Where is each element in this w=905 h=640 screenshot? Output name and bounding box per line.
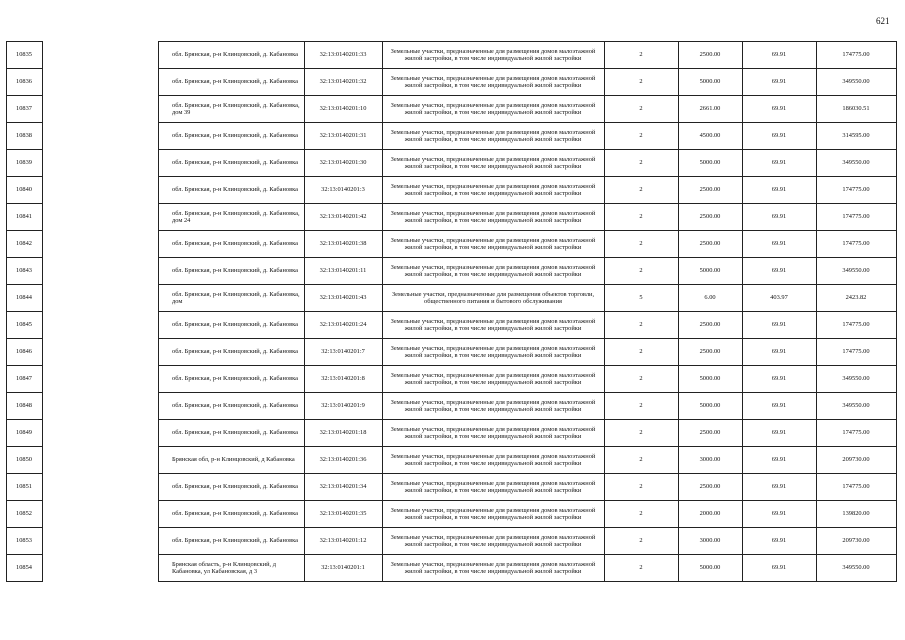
category-cell: 5: [639, 294, 643, 301]
table-row: [0, 473, 905, 500]
land-use-description-cell: Земельные участки, предназначенные для размещения домов малоэтажной жилой застройки, в том числе индивидуальной жилой застройки: [390, 47, 596, 62]
specific-value-cell: 69.91: [771, 51, 787, 58]
specific-value-cell: 69.91: [771, 402, 787, 409]
row-number: 10849: [16, 429, 32, 436]
category-cell: 2: [639, 321, 643, 328]
area-cell: 2500.00: [699, 348, 721, 355]
table-border: [6, 419, 43, 420]
table-border: [158, 284, 897, 285]
row-number: 10843: [16, 267, 32, 274]
table-border: [158, 95, 897, 96]
table-border: [6, 95, 43, 96]
cadastral-number-cell: 32:13:0140201:3: [321, 186, 365, 193]
table-row: [0, 122, 905, 149]
category-cell: 2: [639, 132, 643, 139]
table-row: [0, 149, 905, 176]
cadastral-value-cell: 349550.00: [842, 78, 870, 85]
table-row: [0, 500, 905, 527]
row-number: 10851: [16, 483, 32, 490]
category-cell: 2: [639, 51, 643, 58]
cadastral-value-cell: 174775.00: [842, 186, 870, 193]
address-cell: обл. Брянская, р-н Клинцовский, д. Кабановка: [172, 51, 298, 58]
address-cell: Брянская область, р-н Клинцовский, д Кабановка, ул Кабановская, д 3: [172, 560, 276, 575]
cadastral-value-cell: 209730.00: [842, 537, 870, 544]
area-cell: 2500.00: [699, 321, 721, 328]
table-border: [6, 203, 43, 204]
area-cell: 2500.00: [699, 240, 721, 247]
specific-value-cell: 69.91: [771, 456, 787, 463]
cadastral-value-cell: 349550.00: [842, 375, 870, 382]
table-row: [0, 392, 905, 419]
cadastral-value-cell: 174775.00: [842, 429, 870, 436]
cadastral-value-cell: 349550.00: [842, 402, 870, 409]
table-border: [6, 473, 43, 474]
address-cell: обл. Брянская, р-н Клинцовский, д. Кабановка: [172, 321, 298, 328]
cadastral-number-cell: 32:13:0140201:42: [319, 213, 367, 220]
cadastral-value-cell: 174775.00: [842, 321, 870, 328]
area-cell: 5000.00: [699, 78, 721, 85]
area-cell: 5000.00: [699, 267, 721, 274]
area-cell: 2000.00: [699, 510, 721, 517]
table-border: [6, 446, 43, 447]
table-border: [158, 338, 897, 339]
land-use-description-cell: Земельные участки, предназначенные для размещения домов малоэтажной жилой застройки, в том числе индивидуальной жилой застройки: [390, 479, 596, 494]
specific-value-cell: 69.91: [771, 159, 787, 166]
address-cell: обл. Брянская, р-н Клинцовский, д. Кабановка, дом 39: [172, 101, 300, 116]
cadastral-number-cell: 32:13:0140201:24: [319, 321, 367, 328]
table-row: [0, 68, 905, 95]
category-cell: 2: [639, 240, 643, 247]
cadastral-value-cell: 349550.00: [842, 267, 870, 274]
table-row: [0, 446, 905, 473]
area-cell: 5000.00: [699, 564, 721, 571]
area-cell: 2500.00: [699, 213, 721, 220]
row-number: 10838: [16, 132, 32, 139]
cadastral-number-cell: 32:13:0140201:10: [319, 105, 367, 112]
table-border: [6, 149, 43, 150]
row-number: 10836: [16, 78, 32, 85]
table-border: [158, 527, 897, 528]
table-row: [0, 95, 905, 122]
area-cell: 2500.00: [699, 186, 721, 193]
cadastral-value-cell: 174775.00: [842, 348, 870, 355]
land-use-description-cell: Земельные участки, предназначенные для размещения домов малоэтажной жилой застройки, в том числе индивидуальной жилой застройки: [390, 236, 596, 251]
cadastral-number-cell: 32:13:0140201:32: [319, 78, 367, 85]
category-cell: 2: [639, 375, 643, 382]
row-number: 10847: [16, 375, 32, 382]
cadastral-value-cell: 314595.00: [842, 132, 870, 139]
cadastral-number-cell: 32:13:0140201:8: [321, 375, 365, 382]
specific-value-cell: 69.91: [771, 240, 787, 247]
land-use-description-cell: Земельные участки, предназначенные для размещения домов малоэтажной жилой застройки, в том числе индивидуальной жилой застройки: [390, 101, 596, 116]
land-use-description-cell: Земельные участки, предназначенные для размещения домов малоэтажной жилой застройки, в том числе индивидуальной жилой застройки: [390, 425, 596, 440]
category-cell: 2: [639, 267, 643, 274]
table-border: [158, 365, 897, 366]
table-border: [6, 554, 43, 555]
category-cell: 2: [639, 564, 643, 571]
cadastral-number-cell: 32:13:0140201:31: [319, 132, 367, 139]
specific-value-cell: 69.91: [771, 537, 787, 544]
cadastral-number-cell: 32:13:0140201:33: [319, 51, 367, 58]
table-border: [158, 392, 897, 393]
specific-value-cell: 69.91: [771, 132, 787, 139]
specific-value-cell: 69.91: [771, 78, 787, 85]
cadastral-value-cell: 2423.82: [845, 294, 867, 301]
table-border: [6, 41, 43, 42]
row-number: 10846: [16, 348, 32, 355]
address-cell: обл. Брянская, р-н Клинцовский, д. Кабановка: [172, 402, 298, 409]
address-cell: обл. Брянская, р-н Клинцовский, д. Кабановка, дом: [172, 290, 300, 305]
category-cell: 2: [639, 510, 643, 517]
address-cell: обл. Брянская, р-н Клинцовский, д. Кабановка: [172, 159, 298, 166]
land-use-description-cell: Земельные участки, предназначенные для размещения объектов торговли, общественного питания и бытового обслуживания: [391, 290, 595, 305]
table-border: [158, 311, 897, 312]
specific-value-cell: 69.91: [771, 348, 787, 355]
area-cell: 3000.00: [699, 456, 721, 463]
land-use-description-cell: Земельные участки, предназначенные для размещения домов малоэтажной жилой застройки, в том числе индивидуальной жилой застройки: [390, 560, 596, 575]
page-number: 621: [876, 16, 890, 26]
row-number: 10842: [16, 240, 32, 247]
table-row: [0, 203, 905, 230]
table-border: [6, 257, 43, 258]
category-cell: 2: [639, 402, 643, 409]
table-border: [158, 581, 897, 582]
category-cell: 2: [639, 456, 643, 463]
row-number: 10840: [16, 186, 32, 193]
land-use-description-cell: Земельные участки, предназначенные для размещения домов малоэтажной жилой застройки, в том числе индивидуальной жилой застройки: [390, 506, 596, 521]
area-cell: 5000.00: [699, 402, 721, 409]
cadastral-number-cell: 32:13:0140201:35: [319, 510, 367, 517]
specific-value-cell: 69.91: [771, 321, 787, 328]
specific-value-cell: 403.97: [770, 294, 788, 301]
address-cell: Брянская обл, р-н Клинцовский, д Кабановка: [172, 456, 295, 463]
cadastral-value-cell: 209730.00: [842, 456, 870, 463]
row-number: 10835: [16, 51, 32, 58]
table-border: [6, 500, 43, 501]
specific-value-cell: 69.91: [771, 213, 787, 220]
table-row: [0, 527, 905, 554]
cadastral-number-cell: 32:13:0140201:9: [321, 402, 365, 409]
cadastral-number-cell: 32:13:0140201:43: [319, 294, 367, 301]
specific-value-cell: 69.91: [771, 186, 787, 193]
land-use-description-cell: Земельные участки, предназначенные для размещения домов малоэтажной жилой застройки, в том числе индивидуальной жилой застройки: [390, 74, 596, 89]
category-cell: 2: [639, 537, 643, 544]
cadastral-value-cell: 349550.00: [842, 159, 870, 166]
table-border: [158, 554, 897, 555]
table-border: [158, 446, 897, 447]
table-border: [6, 284, 43, 285]
table-border: [6, 365, 43, 366]
area-cell: 2500.00: [699, 51, 721, 58]
table-border: [158, 122, 897, 123]
table-row: [0, 311, 905, 338]
land-use-description-cell: Земельные участки, предназначенные для размещения домов малоэтажной жилой застройки, в том числе индивидуальной жилой застройки: [390, 398, 596, 413]
area-cell: 2500.00: [699, 429, 721, 436]
table-border: [158, 176, 897, 177]
area-cell: 3000.00: [699, 537, 721, 544]
table-row: [0, 419, 905, 446]
table-row: [0, 365, 905, 392]
row-number: 10839: [16, 159, 32, 166]
address-cell: обл. Брянская, р-н Клинцовский, д. Кабановка, дом 24: [172, 209, 300, 224]
address-cell: обл. Брянская, р-н Клинцовский, д. Кабановка: [172, 537, 298, 544]
address-cell: обл. Брянская, р-н Клинцовский, д. Кабановка: [172, 240, 298, 247]
row-number: 10852: [16, 510, 32, 517]
cadastral-number-cell: 32:13:0140201:30: [319, 159, 367, 166]
specific-value-cell: 69.91: [771, 510, 787, 517]
table-border: [6, 311, 43, 312]
address-cell: обл. Брянская, р-н Клинцовский, д. Кабановка: [172, 483, 298, 490]
land-use-description-cell: Земельные участки, предназначенные для размещения домов малоэтажной жилой застройки, в том числе индивидуальной жилой застройки: [390, 182, 596, 197]
category-cell: 2: [639, 159, 643, 166]
specific-value-cell: 69.91: [771, 429, 787, 436]
table-border: [6, 527, 43, 528]
area-cell: 2500.00: [699, 483, 721, 490]
table-row: [0, 284, 905, 311]
row-number: 10841: [16, 213, 32, 220]
area-cell: 5000.00: [699, 159, 721, 166]
table-border: [6, 122, 43, 123]
table-border: [158, 500, 897, 501]
cadastral-value-cell: 174775.00: [842, 213, 870, 220]
table-border: [158, 419, 897, 420]
address-cell: обл. Брянская, р-н Клинцовский, д. Кабановка: [172, 132, 298, 139]
address-cell: обл. Брянская, р-н Клинцовский, д. Кабановка: [172, 267, 298, 274]
area-cell: 4500.00: [699, 132, 721, 139]
table-border: [158, 68, 897, 69]
table-row: [0, 176, 905, 203]
row-number: 10850: [16, 456, 32, 463]
cadastral-value-cell: 349550.00: [842, 564, 870, 571]
table-border: [158, 41, 897, 42]
category-cell: 2: [639, 348, 643, 355]
category-cell: 2: [639, 213, 643, 220]
cadastral-number-cell: 32:13:0140201:34: [319, 483, 367, 490]
row-number: 10853: [16, 537, 32, 544]
table-row: [0, 338, 905, 365]
land-use-description-cell: Земельные участки, предназначенные для размещения домов малоэтажной жилой застройки, в том числе индивидуальной жилой застройки: [390, 128, 596, 143]
land-use-description-cell: Земельные участки, предназначенные для размещения домов малоэтажной жилой застройки, в том числе индивидуальной жилой застройки: [390, 317, 596, 332]
category-cell: 2: [639, 105, 643, 112]
table-border: [6, 338, 43, 339]
table-border: [6, 581, 43, 582]
table-row: [0, 230, 905, 257]
land-use-description-cell: Земельные участки, предназначенные для размещения домов малоэтажной жилой застройки, в том числе индивидуальной жилой застройки: [390, 155, 596, 170]
specific-value-cell: 69.91: [771, 375, 787, 382]
specific-value-cell: 69.91: [771, 564, 787, 571]
row-number: 10848: [16, 402, 32, 409]
table-border: [158, 257, 897, 258]
address-cell: обл. Брянская, р-н Клинцовский, д. Кабановка: [172, 429, 298, 436]
specific-value-cell: 69.91: [771, 483, 787, 490]
land-use-description-cell: Земельные участки, предназначенные для размещения домов малоэтажной жилой застройки, в том числе индивидуальной жилой застройки: [390, 452, 596, 467]
cadastral-number-cell: 32:13:0140201:36: [319, 456, 367, 463]
category-cell: 2: [639, 429, 643, 436]
land-use-description-cell: Земельные участки, предназначенные для размещения домов малоэтажной жилой застройки, в том числе индивидуальной жилой застройки: [390, 533, 596, 548]
table-border: [6, 68, 43, 69]
category-cell: 2: [639, 78, 643, 85]
land-use-description-cell: Земельные участки, предназначенные для размещения домов малоэтажной жилой застройки, в том числе индивидуальной жилой застройки: [390, 371, 596, 386]
cadastral-number-cell: 32:13:0140201:1: [321, 564, 365, 571]
table-border: [158, 473, 897, 474]
table-border: [6, 176, 43, 177]
cadastral-number-cell: 32:13:0140201:11: [319, 267, 367, 274]
category-cell: 2: [639, 186, 643, 193]
cadastral-number-cell: 32:13:0140201:18: [319, 429, 367, 436]
area-cell: 5000.00: [699, 375, 721, 382]
cadastral-value-cell: 174775.00: [842, 483, 870, 490]
address-cell: обл. Брянская, р-н Клинцовский, д. Кабановка: [172, 78, 298, 85]
table-row: [0, 41, 905, 68]
row-number: 10854: [16, 564, 32, 571]
cadastral-value-cell: 186030.51: [842, 105, 870, 112]
cadastral-number-cell: 32:13:0140201:7: [321, 348, 365, 355]
cadastral-number-cell: 32:13:0140201:12: [319, 537, 367, 544]
land-use-description-cell: Земельные участки, предназначенные для размещения домов малоэтажной жилой застройки, в том числе индивидуальной жилой застройки: [390, 209, 596, 224]
row-number: 10844: [16, 294, 32, 301]
table-row: [0, 257, 905, 284]
table-row: [0, 554, 905, 581]
table-border: [6, 230, 43, 231]
address-cell: обл. Брянская, р-н Клинцовский, д. Кабановка: [172, 510, 298, 517]
cadastral-value-cell: 174775.00: [842, 51, 870, 58]
specific-value-cell: 69.91: [771, 105, 787, 112]
area-cell: 2661.00: [699, 105, 721, 112]
cadastral-value-cell: 174775.00: [842, 240, 870, 247]
address-cell: обл. Брянская, р-н Клинцовский, д. Кабановка: [172, 375, 298, 382]
table-border: [6, 392, 43, 393]
row-number: 10845: [16, 321, 32, 328]
address-cell: обл. Брянская, р-н Клинцовский, д. Кабановка: [172, 348, 298, 355]
table-border: [158, 230, 897, 231]
row-number: 10837: [16, 105, 32, 112]
specific-value-cell: 69.91: [771, 267, 787, 274]
land-use-description-cell: Земельные участки, предназначенные для размещения домов малоэтажной жилой застройки, в том числе индивидуальной жилой застройки: [390, 263, 596, 278]
cadastral-value-cell: 139820.00: [842, 510, 870, 517]
land-use-description-cell: Земельные участки, предназначенные для размещения домов малоэтажной жилой застройки, в том числе индивидуальной жилой застройки: [390, 344, 596, 359]
table-border: [158, 203, 897, 204]
area-cell: 6.00: [704, 294, 716, 301]
category-cell: 2: [639, 483, 643, 490]
cadastral-number-cell: 32:13:0140201:38: [319, 240, 367, 247]
address-cell: обл. Брянская, р-н Клинцовский, д. Кабановка: [172, 186, 298, 193]
table-border: [158, 149, 897, 150]
